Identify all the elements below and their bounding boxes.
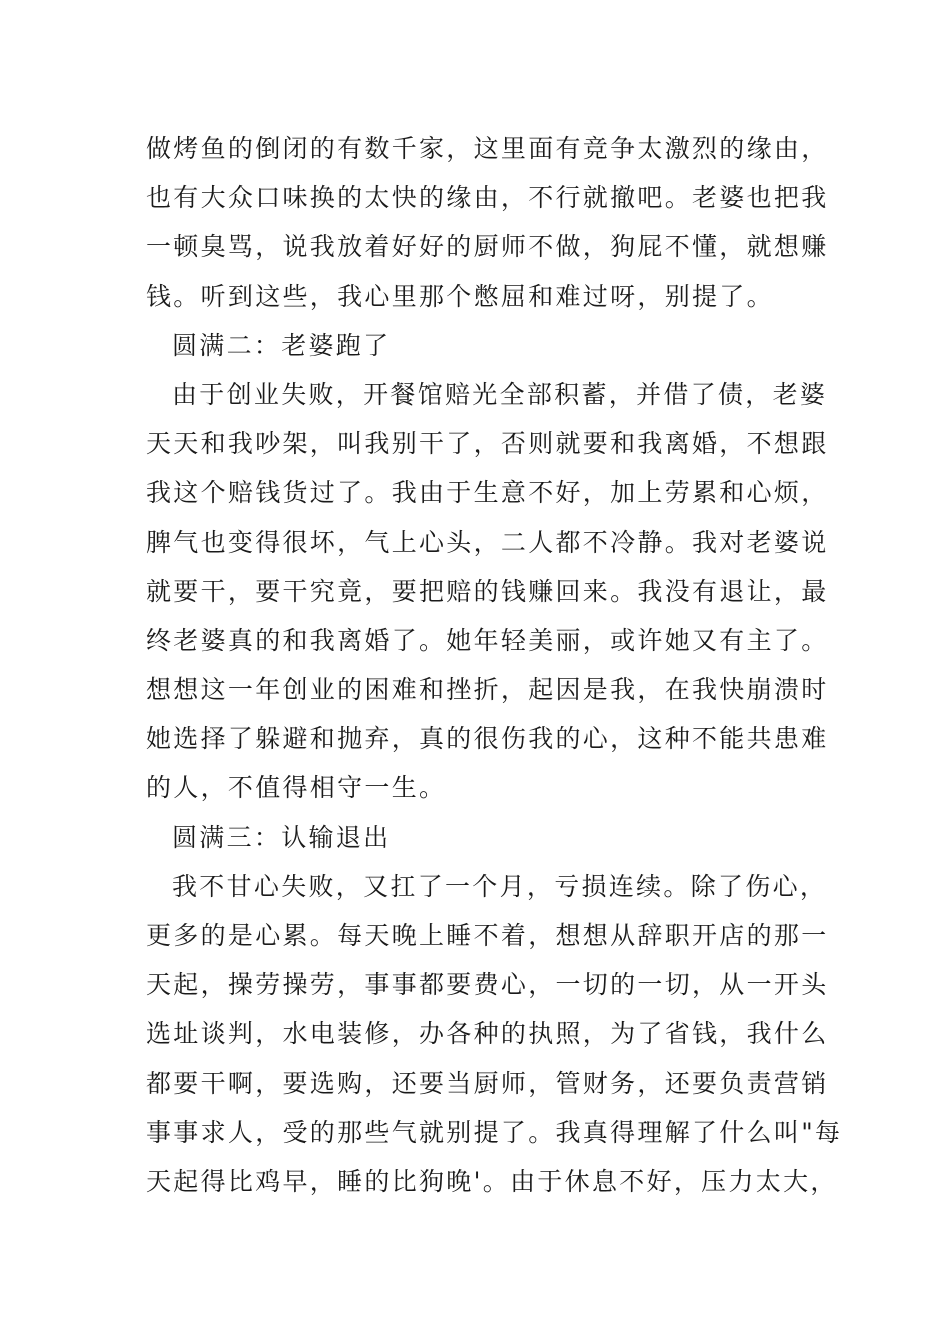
text-line: 想想这一年创业的困难和挫折，起因是我，在我快崩溃时 bbox=[146, 675, 829, 705]
text-line: 更多的是心累。每天晚上睡不着，想想从辞职开店的那一 bbox=[146, 921, 829, 950]
text-line: 天起得比鸡早，睡的比狗晚'。由于休息不好，压力太大， bbox=[146, 1166, 838, 1196]
text-line: 钱。听到这些，我心里那个憋屈和难过呀，别提了。 bbox=[146, 281, 774, 311]
text-line: 事事求人，受的那些气就别提了。我真得理解了什么叫"每 bbox=[146, 1117, 843, 1147]
text-line: 天起，操劳操劳，事事都要费心，一切的一切，从一开头 bbox=[146, 970, 829, 1000]
text-line: 脾气也变得很坏，气上心头，二人都不冷静。我对老婆说 bbox=[146, 527, 829, 557]
text-line: 我不甘心失败，又扛了一个月，亏损连续。除了伤心， bbox=[172, 871, 828, 901]
text-line: 就要干，要干究竟，要把赔的钱赚回来。我没有退让，最 bbox=[146, 576, 829, 606]
section-heading: 圆满二：老婆跑了 bbox=[172, 330, 391, 360]
text-line: 也有大众口味换的太快的缘由，不行就撤吧。老婆也把我 bbox=[146, 183, 829, 213]
text-line: 由于创业失败，开餐馆赔光全部积蓄，并借了债，老婆 bbox=[172, 379, 828, 409]
body-text bbox=[146, 124, 843, 1206]
text-line: 一顿臭骂，说我放着好好的厨师不做，狗屁不懂，就想赚 bbox=[146, 232, 829, 262]
text-line: 选址谈判，水电装修，办各种的执照，为了省钱，我什么 bbox=[146, 1019, 829, 1049]
text-line: 的人，不值得相守一生。 bbox=[146, 773, 447, 803]
text-line: 她选择了躲避和抛弃，真的很伤我的心，这种不能共患难 bbox=[146, 724, 829, 754]
text-line: 我这个赔钱货过了。我由于生意不好，加上劳累和心烦， bbox=[146, 478, 829, 508]
section-heading: 圆满三：认输退出 bbox=[172, 822, 391, 852]
text-line: 终老婆真的和我离婚了。她年轻美丽，或许她又有主了。 bbox=[146, 625, 829, 655]
text-line: 做烤鱼的倒闭的有数千家，这里面有竞争太激烈的缘由， bbox=[146, 134, 829, 163]
text-line: 天天和我吵架，叫我别干了，否则就要和我离婚，不想跟 bbox=[146, 429, 829, 459]
text-line: 都要干啊，要选购，还要当厨师，管财务，还要负责营销 bbox=[146, 1068, 829, 1098]
